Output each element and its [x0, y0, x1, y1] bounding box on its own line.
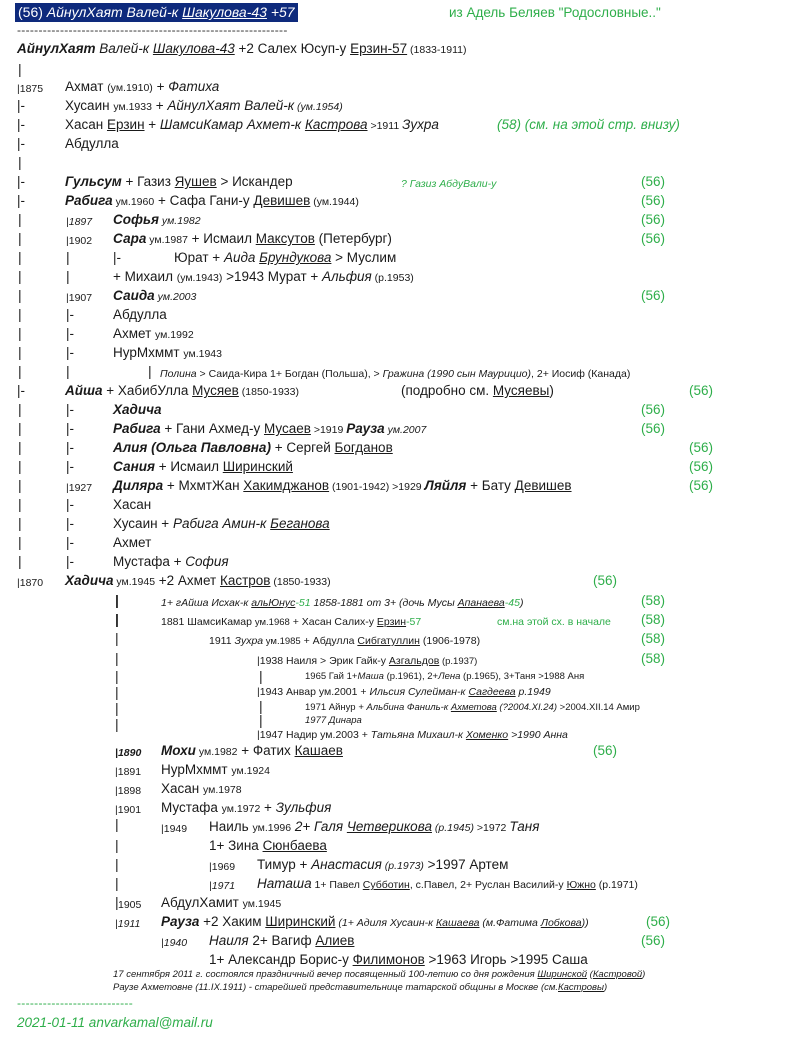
tree-pipe: | — [18, 496, 22, 512]
ref-56[interactable]: (56) — [689, 383, 714, 398]
tree-pipe: | — [259, 698, 263, 714]
child-line: Хусаин ум.1933 + АйнулХаят Валей-к (ум.1954) — [65, 98, 343, 113]
child-line: Наиль ум.1996 2+ Галя Четверикова (р.1945) >1972 Таня — [209, 819, 540, 834]
family-link[interactable]: Сюнбаева — [262, 838, 327, 853]
tree-branch: |- — [17, 383, 26, 398]
tree-pipe: | — [18, 420, 22, 436]
tree-branch: |1870 — [17, 577, 44, 589]
tree-pipe: | — [148, 363, 152, 379]
tree-branch: |1927 — [66, 482, 93, 494]
family-link[interactable]: Ерзин-57 — [350, 41, 408, 56]
tree-branch: |1902 — [66, 235, 93, 247]
tree-branch: |- — [66, 345, 75, 360]
tree-pipe: | — [18, 477, 22, 493]
ref-56[interactable]: (56) — [641, 174, 666, 189]
family-link[interactable]: Кашаев — [294, 743, 343, 758]
tree-pipe: | — [115, 875, 119, 891]
tree-pipe: | — [18, 268, 22, 284]
child-line: Алия (Ольга Павловна) + Сергей Богданов — [113, 440, 393, 455]
child-line: Рабига + Гани Ахмед-у Мусаев >1919 Рауза ум.2007 — [113, 421, 427, 436]
tree-pipe: | — [115, 650, 119, 666]
ref-56[interactable]: (56) — [689, 440, 714, 455]
tree-pipe: | — [115, 894, 119, 910]
marriage-line: 1+ гАйша Исхак-к альЮнус-51 1858-1881 от 3+ (дочь Мусы Апанаева-45) — [161, 597, 524, 609]
tree-branch: |1907 — [66, 292, 93, 304]
child-line: 1+ Зина Сюнбаева — [209, 838, 327, 853]
ref-56[interactable]: (56) — [641, 933, 666, 948]
tree-pipe: | — [115, 592, 119, 608]
tree-branch: |- — [66, 307, 75, 322]
family-link[interactable]: Девишев — [253, 193, 311, 208]
ref-56[interactable]: (56) — [689, 459, 714, 474]
child-line: Юрат + Аида Брундукова > Муслим — [174, 250, 397, 265]
child-line: 1971 Айнур + Альбина Фаниль-к Ахметова (?2004.XI.24) >2004.XII.14 Амир — [305, 702, 640, 713]
child-line: 1965 Гай 1+Маша (р.1961), 2+Лена (р.1965), 3+Таня >1988 Аня — [305, 671, 585, 682]
tree-branch: |- — [66, 497, 75, 512]
tree-branch: |- — [66, 535, 75, 550]
family-link[interactable]: Кашаева — [435, 917, 480, 929]
tree-pipe: | — [115, 816, 119, 832]
tree-branch: |- — [66, 554, 75, 569]
family-link[interactable]: альЮнус — [251, 597, 296, 609]
child-line: Мустафа ум.1972 + Зульфия — [161, 800, 332, 815]
family-link[interactable]: Беганова — [270, 516, 330, 531]
bottom-separator: --------------------------- — [17, 996, 133, 1010]
ref-56[interactable]: (56) — [641, 288, 666, 303]
child-line: Хасан ум.1978 — [161, 781, 242, 796]
family-link[interactable]: Кастровы — [558, 982, 604, 993]
child-line: Софья ум.1982 — [113, 212, 201, 227]
family-link[interactable]: Девишев — [514, 478, 572, 493]
tree-branch: |- — [17, 117, 26, 132]
tree-branch: |- — [17, 193, 26, 208]
ref-56[interactable]: (56) — [641, 421, 666, 436]
tree-pipe: | — [115, 856, 119, 872]
family-link[interactable]: Яушев — [174, 174, 217, 189]
family-link[interactable]: Мусяевы — [492, 383, 550, 398]
family-link[interactable]: Четверикова — [346, 819, 432, 834]
family-link[interactable]: Филимонов — [352, 952, 425, 967]
family-link[interactable]: Ширинский — [222, 459, 293, 474]
page-title — [15, 3, 298, 22]
family-link[interactable]: Хакимджанов — [243, 478, 330, 493]
tree-branch: |- — [113, 250, 122, 265]
family-link[interactable]: Богданов — [334, 440, 393, 455]
family-link[interactable]: Ахметова — [450, 702, 497, 713]
tree-branch: |1897 — [66, 216, 93, 228]
tree-pipe: | — [115, 611, 119, 627]
tree-branch: |- — [17, 174, 26, 189]
anniversary-note: 17 сентября 2011 г. состоялся праздничный вечер посвященный 100-летию со дня рождения Ширинской (Кастровой) — [113, 969, 646, 980]
tree-pipe: | — [66, 249, 70, 265]
tree-branch: |- — [66, 402, 75, 417]
family-link[interactable]: Ширинской — [537, 969, 588, 980]
child-line: Хасан Ерзин + ШамсиКамар Ахмет-к Кастрова >1911 Зухра — [65, 117, 439, 132]
child-line: Наиля 2+ Вагиф Алиев — [209, 933, 355, 948]
child-line: 1881 ШамсиКамар ум.1968 + Хасан Салих-у Ерзин-57 — [161, 616, 422, 628]
top-separator: --------------------------------------------------------------- — [17, 23, 288, 37]
ref-56[interactable]: (56) — [641, 212, 666, 227]
family-link[interactable]: Шакулова-43 — [152, 41, 235, 56]
child-line: |1943 Анвар ум.2001 + Ильсия Сулейман-к Сагдеева р.1949 — [257, 686, 551, 698]
detail-note: (подробно см. Мусяевы) — [401, 383, 554, 398]
tree-pipe: | — [18, 287, 22, 303]
reference-note: см.на этой сх. в начале — [497, 616, 611, 628]
child-line: Абдулла — [65, 136, 119, 151]
ref-58[interactable]: (58) — [641, 631, 666, 646]
child-line: |1938 Наиля > Эрик Гайк-у Азгальдов (р.1937) — [257, 655, 478, 667]
person-name: АйнулХаят — [17, 41, 96, 56]
tree-pipe: | — [18, 363, 22, 379]
tree-pipe: | — [18, 154, 22, 170]
tree-pipe: | — [18, 515, 22, 531]
ref-56[interactable]: (56) — [646, 914, 671, 929]
tree-branch: |1969 — [209, 861, 236, 873]
family-link[interactable]: Мусяев — [192, 383, 239, 398]
child-line: 1977 Динара — [305, 715, 362, 726]
tree-pipe: | — [18, 439, 22, 455]
family-link[interactable]: Мусаев — [263, 421, 311, 436]
child-line: Саида ум.2003 — [113, 288, 197, 303]
family-link[interactable]: Азгальдов — [388, 655, 440, 667]
tree-pipe: | — [115, 700, 119, 716]
ref-56[interactable]: (56) — [689, 478, 714, 493]
family-link[interactable]: Сибгатуллин — [357, 635, 420, 647]
child-line: НурМхммт ум.1924 — [161, 762, 270, 777]
child-line: 1+ Александр Борис-у Филимонов >1963 Игорь >1995 Саша — [209, 952, 588, 967]
ref-56[interactable]: (56) — [641, 231, 666, 246]
tree-branch: |- — [66, 516, 75, 531]
family-link[interactable]: Хоменко — [465, 729, 509, 741]
child-line: Ахмет ум.1992 — [113, 326, 194, 341]
tree-branch: 1905 — [118, 899, 142, 911]
child-line: Хусаин + Рабига Амин-к Беганова — [113, 516, 330, 531]
family-link[interactable]: Максутов — [255, 231, 315, 246]
child-line: Хадича — [113, 402, 162, 417]
tree-branch: |1911 — [115, 918, 141, 930]
tree-branch: |1898 — [115, 785, 142, 797]
tree-branch: |- — [17, 136, 26, 151]
child-line: Диляра + МхмтЖан Хакимджанов (1901-1942) >1929 Ляйля + Бату Девишев — [113, 478, 572, 493]
ref-56[interactable]: (56) — [593, 573, 618, 588]
tree-pipe: | — [18, 211, 22, 227]
family-link[interactable]: Субботин — [362, 879, 410, 891]
tree-pipe: | — [115, 837, 119, 853]
family-link[interactable]: Кастрова — [304, 117, 368, 132]
child-line: Хадича ум.1945 +2 Ахмет Кастров (1850-1933) — [65, 573, 331, 588]
tree-pipe: | — [115, 668, 119, 684]
family-link[interactable]: Южно — [566, 879, 596, 891]
tree-pipe: | — [115, 684, 119, 700]
ref-58[interactable]: (58) — [641, 593, 666, 608]
child-line: Полина > Саида-Кира 1+ Богдан (Польша), > Гражина (1990 сын Маурицио), 2+ Иосиф (Канада) — [160, 368, 631, 380]
child-line: 1911 Зухра ум.1985 + Абдулла Сибгатуллин (1906-1978) — [209, 635, 481, 647]
family-link[interactable]: Алиев — [315, 933, 355, 948]
child-line: Сара ум.1987 + Исмаил Максутов (Петербург) — [113, 231, 392, 246]
family-link[interactable]: Кастровой — [592, 969, 643, 980]
tree-pipe: | — [115, 716, 119, 732]
tree-pipe: | — [259, 668, 263, 684]
tree-pipe: | — [115, 630, 119, 646]
tree-branch: |- — [66, 326, 75, 341]
tree-pipe: | — [18, 61, 22, 77]
ref-56[interactable]: (56) — [641, 193, 666, 208]
tree-pipe: | — [18, 230, 22, 246]
tree-branch: |- — [17, 98, 26, 113]
child-line: + Михаил (ум.1943) >1943 Мурат + Альфия (р.1953) — [113, 269, 414, 284]
title-name: АйнулХаят Валей-к — [46, 4, 183, 20]
family-link[interactable]: Брундукова — [259, 250, 332, 265]
tree-pipe: | — [18, 458, 22, 474]
tree-branch: |1901 — [115, 804, 142, 816]
child-line: Мохи ум.1982 + Фатих Кашаев — [161, 743, 343, 758]
tree-pipe: | — [18, 325, 22, 341]
child-line: Мустафа + София — [113, 554, 229, 569]
family-link[interactable]: Сагдеева — [468, 686, 516, 698]
family-link[interactable]: Кастров — [219, 573, 271, 588]
title-link[interactable]: Шакулова-43 — [182, 4, 267, 20]
tree-branch: |- — [66, 421, 75, 436]
source-note: из Адель Беляев "Родословные.." — [449, 5, 661, 20]
child-line: НурМхммт ум.1943 — [113, 345, 222, 360]
family-link[interactable]: Ерзин — [376, 616, 407, 628]
family-link[interactable]: Ерзин — [106, 117, 145, 132]
tree-pipe: | — [18, 553, 22, 569]
tree-branch: |1971 — [209, 880, 236, 892]
child-line: Айша + ХабибУлла Мусяев (1850-1933) — [65, 383, 299, 398]
title-ref: (56) — [18, 4, 47, 20]
tree-branch: |- — [66, 459, 75, 474]
ref-56[interactable]: (56) — [593, 743, 618, 758]
child-line: Наташа 1+ Павел Субботин, с.Павел, 2+ Руслан Василий-у Южно (р.1971) — [257, 876, 638, 891]
child-line: Рауза +2 Хаким Ширинский (1+ Адиля Хусаин-к Кашаева (м.Фатима Лобкова)) — [161, 914, 589, 929]
reference-note[interactable]: (58) (см. на этой стр. внизу) — [497, 117, 680, 132]
question-note: ? Газиз АбдуВали-у — [401, 178, 497, 190]
tree-branch: |1890 — [115, 747, 142, 759]
family-link[interactable]: Апанаева — [457, 597, 505, 609]
tree-pipe: | — [66, 268, 70, 284]
tree-pipe: | — [18, 249, 22, 265]
tree-pipe: | — [18, 401, 22, 417]
tree-branch: |1940 — [161, 937, 188, 949]
child-line: Сания + Исмаил Ширинский — [113, 459, 293, 474]
title-suffix: +57 — [266, 4, 295, 20]
root-person-line: АйнулХаят Валей-к Шакулова-43 +2 Салех Юсуп-у Ерзин-57 (1833-1911) — [17, 41, 467, 56]
tree-branch: |- — [66, 440, 75, 455]
child-line: Ахмат (ум.1910) + Фатиха — [65, 79, 220, 94]
tree-pipe: | — [18, 344, 22, 360]
child-line: Хасан — [113, 497, 152, 512]
anniversary-note: Раузе Ахметовне (11.IX.1911) - старейшей представительнице татарской общины в Москве (см.Кастровы) — [113, 982, 608, 993]
child-line: Рабига ум.1960 + Сафа Гани-у Девишев (ум.1944) — [65, 193, 359, 208]
footer-contact: 2021-01-11 anvarkamal@mail.ru — [17, 1015, 213, 1030]
tree-branch: |1875 — [17, 83, 44, 95]
child-line: Тимур + Анастасия (р.1973) >1997 Артем — [257, 857, 509, 872]
tree-pipe: | — [18, 306, 22, 322]
tree-branch: |1949 — [161, 823, 188, 835]
tree-branch: |1891 — [115, 766, 142, 778]
family-link[interactable]: Лобкова — [540, 917, 582, 929]
child-line: Абдулла — [113, 307, 167, 322]
ref-56[interactable]: (56) — [641, 402, 666, 417]
child-line: Ахмет — [113, 535, 152, 550]
child-line: АбдулХамит ум.1945 — [161, 895, 282, 910]
ref-58[interactable]: (58) — [641, 651, 666, 666]
tree-pipe: | — [66, 363, 70, 379]
child-line: Гульсум + Газиз Яушев > Искандер — [65, 174, 293, 189]
tree-pipe: | — [18, 534, 22, 550]
ref-58[interactable]: (58) — [641, 612, 666, 627]
child-line: |1947 Надир ум.2003 + Татьяна Михаил-к Хоменко >1990 Анна — [257, 729, 568, 741]
family-link[interactable]: Ширинский — [265, 914, 336, 929]
tree-pipe: | — [259, 712, 263, 728]
